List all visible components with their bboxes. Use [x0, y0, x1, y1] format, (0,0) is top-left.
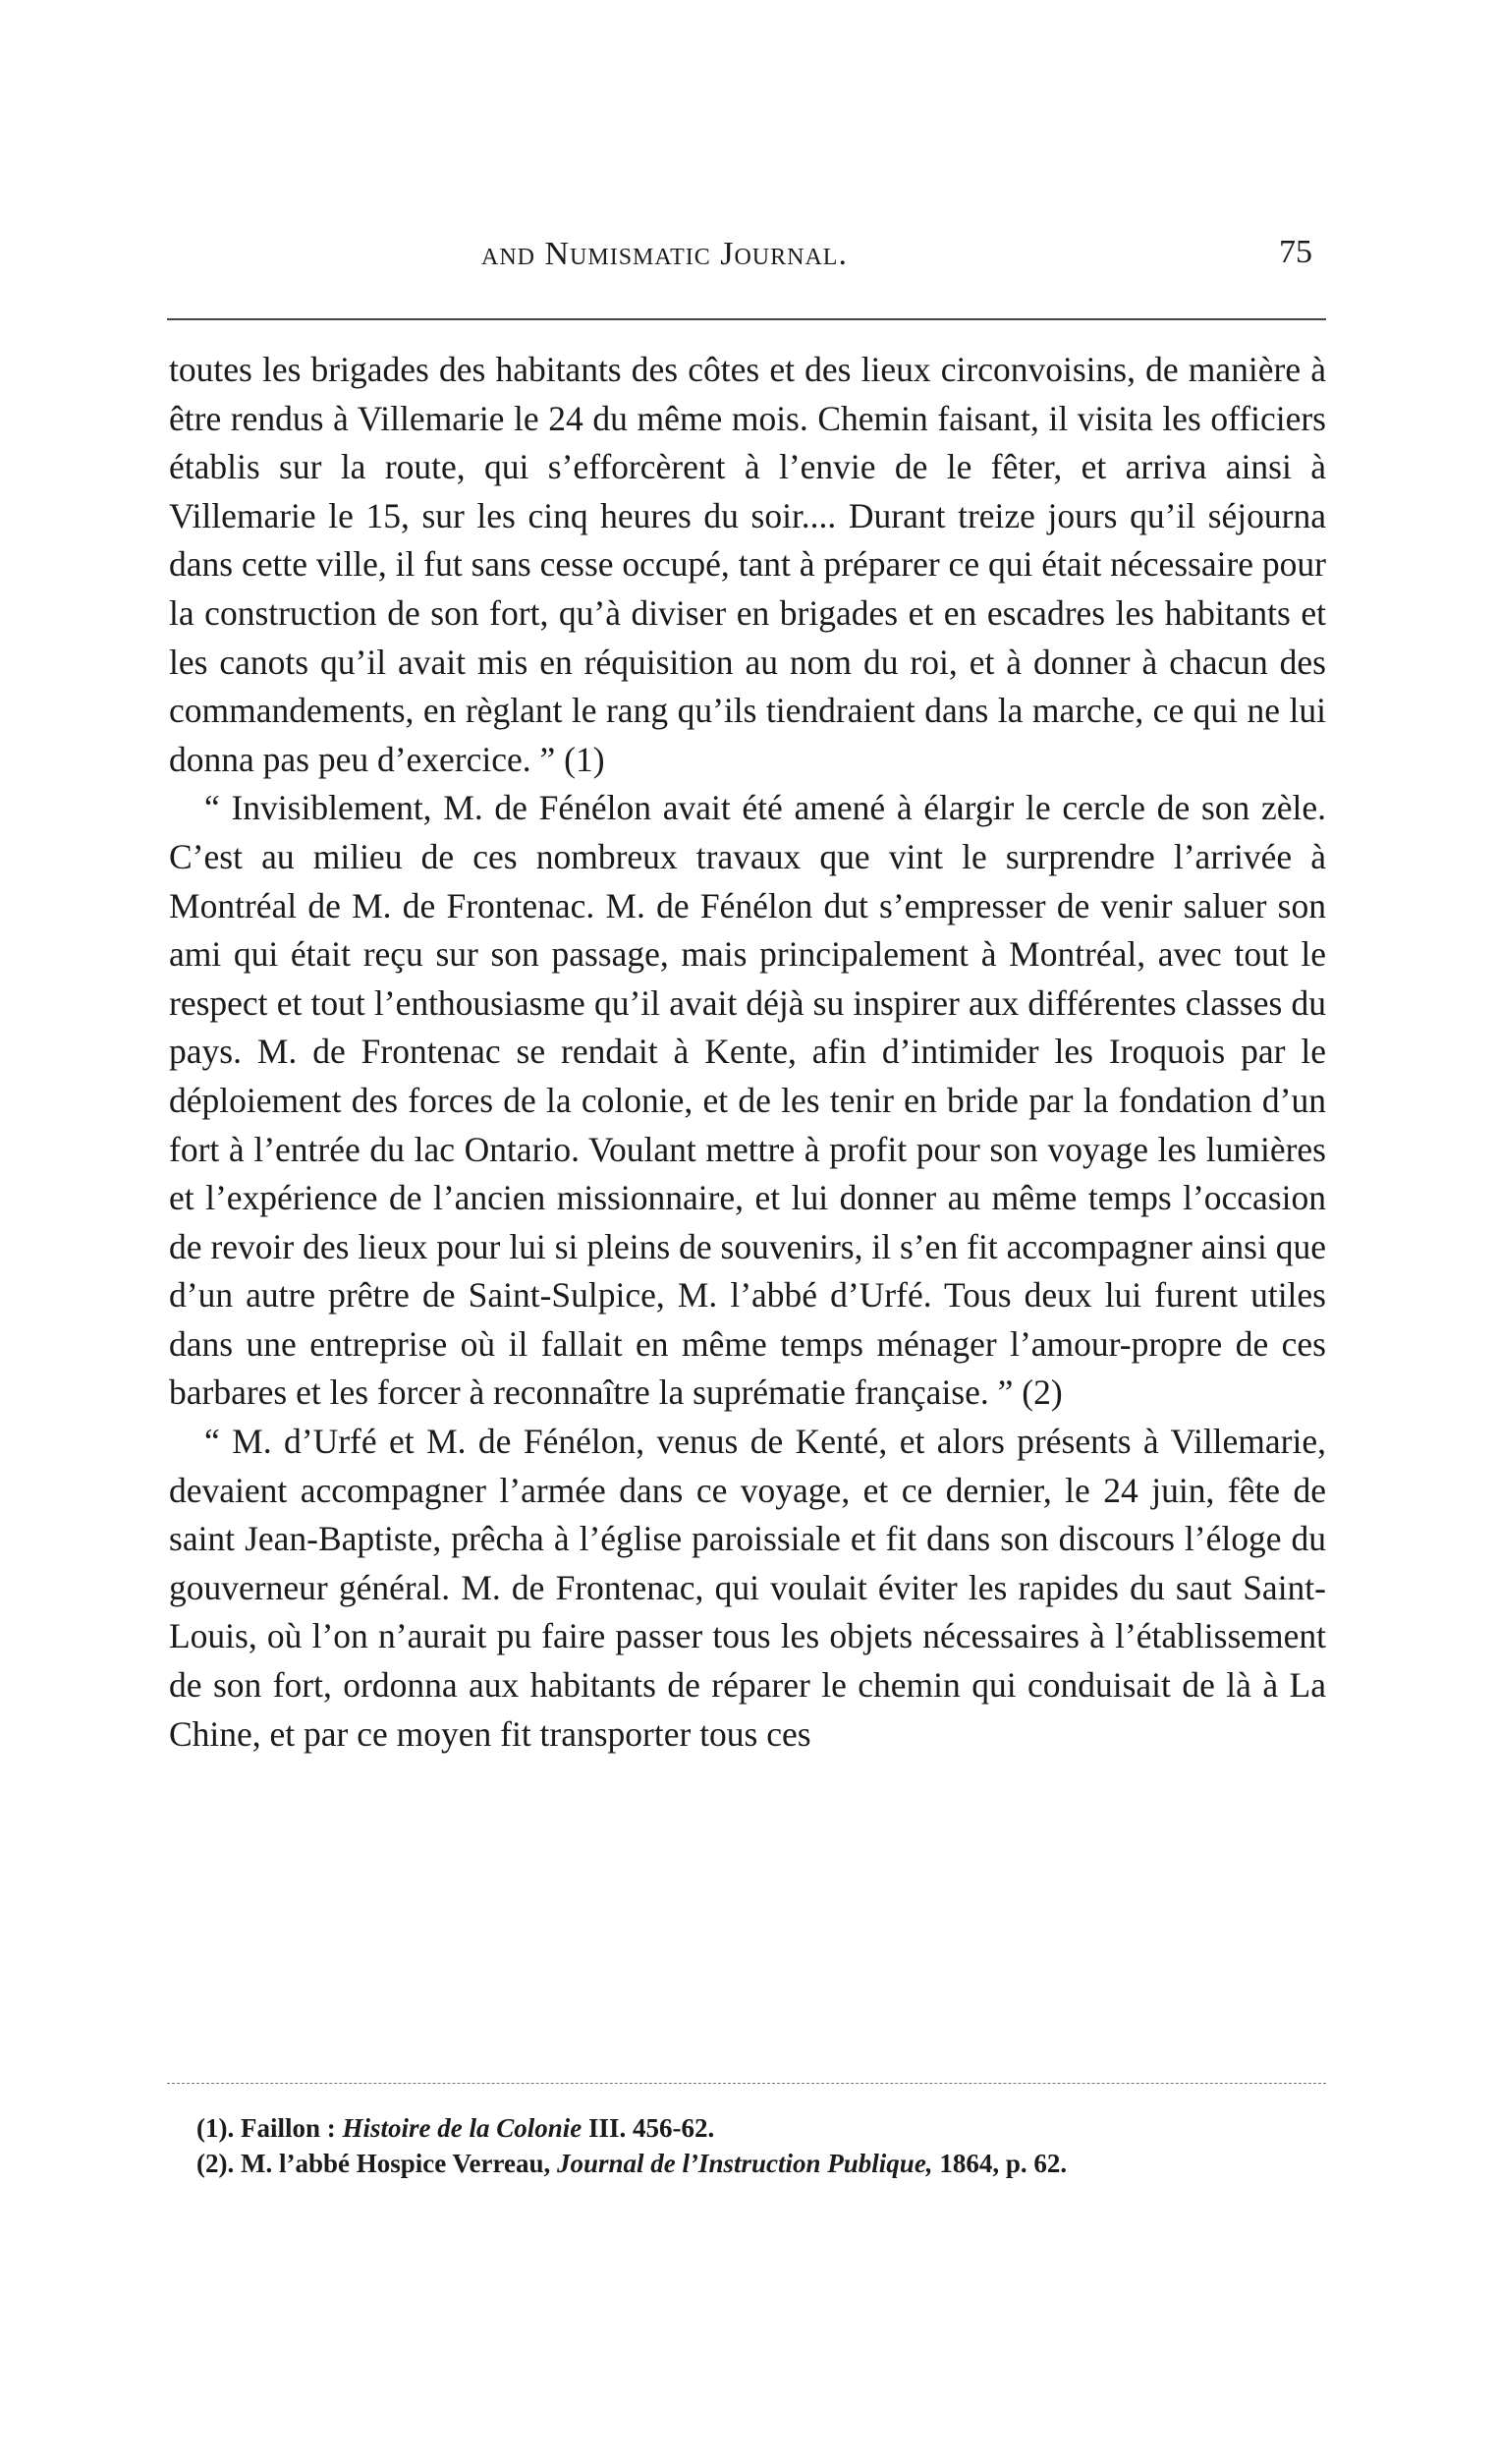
paragraph-3: “ M. d’Urfé et M. de Fénélon, venus de Kenté, et alors présents à Villemarie, devaient accompagner l’armée dans ce voyage, et ce dernier, le 24 juin, fête de saint Jean-Baptiste, prêcha à l’église paroissiale et fit dans son discours l’éloge du gouverneur général. M. de Frontenac, qui voulait éviter les rapides du saut Saint-Louis, où l’on n’aurait pu faire passer tous les objets nécessaires à l’établissement de son fort, ordonna aux habitants de réparer le chemin qui conduisait de là à La Chine, et par ce moyen fit transporter tous ces [169, 1422, 1326, 1754]
footnote-rule [167, 2083, 1326, 2084]
footnote-2 [169, 2146, 1326, 2181]
body-text [169, 346, 1326, 1759]
footnote-1-title: Histoire de la Colonie [342, 2113, 583, 2143]
footnote-1 [169, 2110, 1326, 2146]
footnote-1-author: Faillon : [240, 2113, 336, 2143]
footnote-2-title: Journal de l’Instruction Publique, [556, 2149, 933, 2178]
paragraph-2: “ Invisiblement, M. de Fénélon avait été amené à élargir le cercle de son zèle. C’est au milieu de ces nombreux travaux que vint le surprendre l’arrivée à Montréal de M. de Frontenac. M. de Fénélon dut s’empresser de venir saluer son ami qui était reçu sur son passage, mais principalement à Montréal, avec tout le respect et tout l’enthousiasme qu’il avait déjà su inspirer aux différentes classes du pays. M. de Frontenac se rendait à Kente, afin d’intimider les Iroquois par le déploiement des forces de la colonie, et de les tenir en bride par la fondation d’un fort à l’entrée du lac Ontario. Voulant mettre à profit pour son voyage les lumières et l’expérience de l’ancien missionnaire, et lui donner au même temps l’occasion de revoir des lieux pour lui si pleins de souvenirs, il s’en fit accompagner ainsi que d’un autre prêtre de Saint-Sulpice, M. l’abbé d’Urfé. Tous deux lui furent utiles dans une entreprise où il fallait en même temps ménager l’amour-propre de ces barbares et les forcer à reconnaître la suprématie française. ” (2) [169, 788, 1326, 1413]
page-number: 75 [1279, 234, 1312, 270]
footnote-2-reference: 1864, p. 62. [939, 2149, 1068, 2178]
header-rule [167, 318, 1326, 320]
paragraph-1: toutes les brigades des habitants des côtes et des lieux circonvoisins, de manière à être rendus à Villemarie le 24 du même mois. Chemin faisant, il visita les officiers établis sur la route, qui s’efforcèrent à l’envie de le fêter, et arriva ainsi à Villemarie le 15, sur les cinq heures du soir.... Durant treize jours qu’il séjourna dans cette ville, il fut sans cesse occupé, tant à préparer ce qui était nécessaire pour la construction de son fort, qu’à diviser en brigades et en escadres les habitants et les canots qu’il avait mis en réquisition au nom du roi, et à donner à chacun des commandements, en règlant le rang qu’ils tiendraient dans la marche, ce qui ne lui donna pas peu d’exercice. ” (1) [169, 350, 1326, 779]
footnote-1-reference: III. 456-62. [588, 2113, 715, 2143]
running-head: and Numismatic Journal. [481, 236, 848, 272]
footnote-2-number: (2). [196, 2149, 235, 2178]
footnote-2-author: M. l’abbé Hospice Verreau, [240, 2149, 551, 2178]
footnotes [169, 2110, 1326, 2181]
footnote-1-number: (1). [196, 2113, 235, 2143]
